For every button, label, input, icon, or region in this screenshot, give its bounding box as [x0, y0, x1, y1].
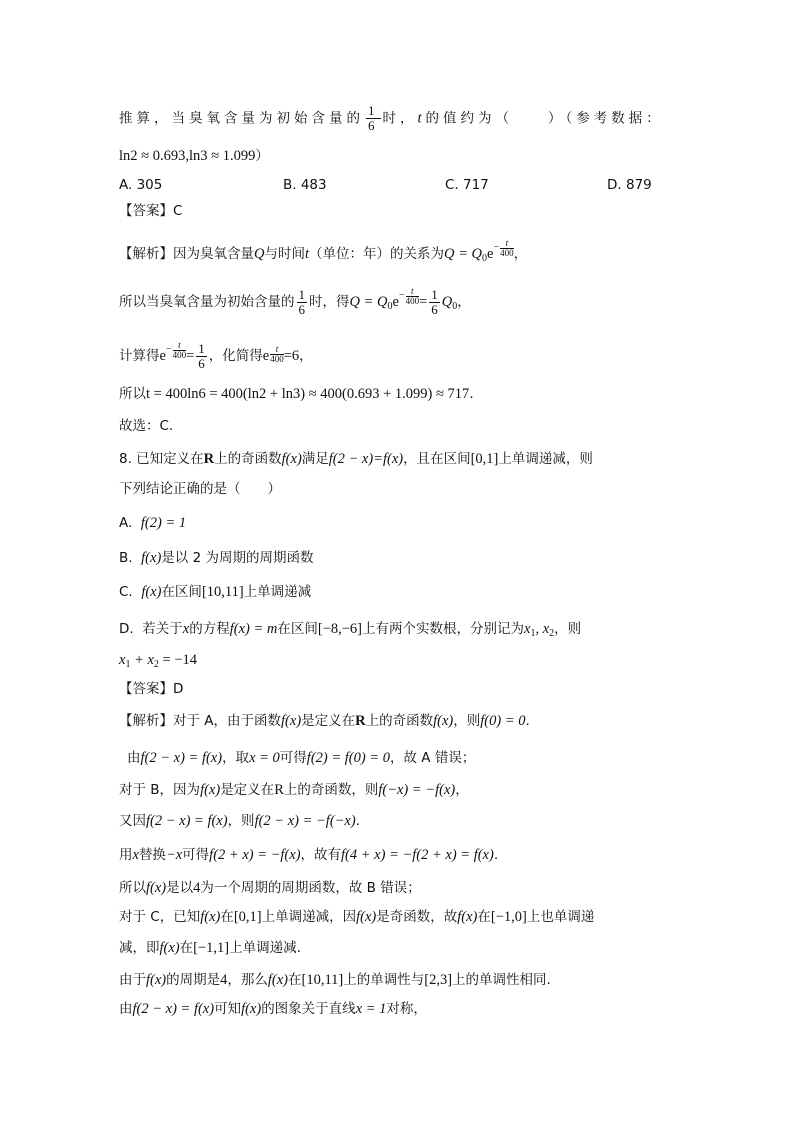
q7-ref-data: ln2 ≈ 0.693,ln3 ≈ 1.099: [119, 148, 256, 164]
b10-mid2: 的图象关于直线: [261, 1001, 356, 1017]
q8-stem-line2: 下列结论正确的是（ ）: [119, 481, 281, 497]
b4-text: 又因: [119, 813, 146, 829]
b3-mid: 是定义在: [220, 782, 275, 798]
q7-analysis-line3: [119, 340, 313, 371]
q8-l1-f1: f(x): [281, 451, 302, 467]
b6-four: 4: [193, 880, 201, 896]
option-int: [−8,−6]: [317, 621, 362, 637]
option-x: x: [182, 621, 190, 637]
exp-num: t: [275, 344, 279, 354]
b2-x0: x = 0: [249, 750, 280, 766]
b4-mid: ，则: [227, 813, 255, 829]
b7-f: f(x): [200, 909, 221, 925]
exp-den: 400: [172, 349, 187, 360]
option-int: [10,11]: [201, 584, 244, 600]
sum-sub2: 2: [153, 659, 159, 670]
b2-mid2: 可得: [279, 750, 307, 766]
q8-analysis-line3: [119, 780, 469, 800]
q7-a3-eq: =: [186, 348, 195, 364]
b9-int2: [2,3]: [424, 972, 453, 988]
q7-analysis-line5: 故选：C.: [119, 418, 174, 434]
option-text2: 的方程: [189, 621, 230, 637]
q8-option-a: [119, 513, 186, 533]
q7-a4-text: 所以: [119, 386, 146, 402]
b7-int2: [−1,0]: [490, 909, 527, 925]
option-root-x1: x: [524, 621, 531, 637]
q7-a1-mid: 与时间: [264, 246, 305, 262]
b9-f: f(x): [146, 972, 167, 988]
q7-analysis-line4: [119, 384, 474, 404]
frac-denominator: 6: [431, 301, 438, 317]
q8-analysis-line8: [119, 938, 301, 958]
b7-mid4: 在: [477, 909, 491, 925]
q8-option-c: [119, 582, 311, 602]
option-text2: 上单调递减: [243, 584, 312, 600]
q7-options: [119, 177, 679, 197]
b5-end: .: [493, 847, 499, 863]
b8-mid: 在: [179, 940, 194, 956]
q7-a2-sub0: 0: [387, 301, 393, 312]
b5-mid3: ，故有: [300, 847, 342, 863]
option-text3: 在区间: [277, 621, 318, 637]
b4-eq2: f(2 − x) = −f(−x): [254, 813, 356, 829]
q8-l1-f2: f(2 − x)=f(x): [328, 451, 404, 467]
b8-text: 减，即: [119, 940, 160, 956]
q7-a2-eq: =: [419, 294, 428, 310]
b7-f2: f(x): [356, 909, 377, 925]
q7-stem-text-b: 时，: [382, 110, 418, 127]
b5-text: 用: [119, 847, 133, 863]
sum-rest: = −14: [158, 652, 198, 668]
q8-analysis-line4: [119, 811, 360, 831]
q7-option-c: C. 717: [445, 177, 489, 193]
q7-analysis-line1: [119, 238, 527, 269]
b9-mid: 的周期是: [166, 972, 221, 988]
b4-eq1: f(2 − x) = f(x): [146, 813, 228, 829]
q8-option-b: [119, 548, 313, 568]
q7-a3-res: =6: [283, 348, 300, 364]
b5-eq1: f(2 + x) = −f(x): [209, 847, 301, 863]
q7-a2-rfraction: [429, 288, 440, 317]
b8-int: [−1,1]: [193, 940, 230, 956]
option-math: f(2) = 1: [140, 515, 187, 531]
exp-sign: −: [398, 290, 405, 301]
q7-a4-formula: t = 400ln6 = 400(ln2 + ln3) ≈ 400(0.693 + 1.099) ≈ 717: [146, 386, 470, 402]
q8-analysis-tag: 【解析】: [119, 713, 173, 729]
frac-denominator: 6: [368, 118, 379, 133]
b6-mid: 是以: [166, 880, 194, 896]
b1-mid3: ，则: [453, 713, 481, 729]
sum-x2: + x: [130, 652, 154, 668]
q7-a4-end: .: [469, 386, 474, 402]
b1-f: f(x): [281, 713, 302, 729]
sum-x1: x: [119, 652, 126, 668]
q7-stem-text-c: 的值约为（ ）（参考数据：: [425, 110, 664, 127]
q7-option-d: D. 879: [607, 177, 652, 193]
b7-int1: [0,1]: [233, 909, 262, 925]
q7-a3-exponent2: [269, 345, 284, 364]
sum-sub1: 1: [125, 659, 131, 670]
q7-a3-e: e: [159, 348, 166, 364]
b1-f0: f(0) = 0: [480, 713, 526, 729]
q8-l1-e: 上单调递减，则: [498, 451, 593, 467]
q8-analysis-line7: [119, 907, 594, 927]
b10-f: f(x): [241, 1001, 262, 1017]
b9-text: 由于: [119, 972, 146, 988]
b2-end: ，故 A 错误；: [390, 750, 476, 766]
frac-numerator: 1: [431, 286, 438, 302]
option-math: f(x): [141, 550, 162, 566]
q8-l1-c: 满足: [301, 451, 329, 467]
q7-a1-text: 因为臭氧含量: [173, 246, 254, 262]
q7-a2-mid: 时，得: [309, 294, 350, 310]
b9-end: 上的单调性相同.: [452, 972, 551, 988]
q7-option-a: A. 305: [119, 177, 163, 193]
q7-a3-text: 计算得: [119, 348, 160, 364]
exp-den: 400: [500, 247, 514, 258]
b5-x: x: [132, 847, 139, 863]
exp-num: t: [411, 285, 414, 296]
b7-end: 上也单调递: [526, 909, 595, 925]
frac-numerator: 1: [368, 103, 379, 118]
option-label: A.: [119, 515, 133, 531]
b8-f: f(x): [159, 940, 180, 956]
b1-f2: f(x): [433, 713, 454, 729]
q8-l1-a: 8. 已知定义在: [119, 451, 204, 467]
exp-den: 400: [405, 295, 420, 306]
option-text4: 上有两个实数根，分别记为: [362, 621, 524, 637]
option-label: B.: [119, 550, 133, 566]
q7-a2-sub0b: 0: [452, 301, 458, 312]
option-text1: 若关于: [142, 621, 183, 637]
b6-f: f(x): [146, 880, 167, 896]
b7-mid: 在: [220, 909, 234, 925]
q7-a2-text: 所以当臭氧含量为初始含量的: [119, 294, 295, 310]
b2-text: 由: [127, 750, 141, 766]
q7-a2-Q0: Q: [441, 294, 453, 310]
b5-mid2: 可得: [182, 847, 210, 863]
q7-a1-formula: Q = Q: [444, 246, 482, 262]
b9-mid2: ，那么: [227, 972, 268, 988]
b1-R: R: [355, 713, 366, 729]
q7-a3-exponent: [166, 340, 186, 360]
b3-eq: f(−x) = −f(x): [378, 782, 456, 798]
q7-a2-formula: Q = Q: [349, 294, 388, 310]
option-math: f(x) = m: [229, 621, 278, 637]
option-label: C.: [119, 584, 133, 600]
b2-eq: f(2 − x) = f(x): [140, 750, 223, 766]
q7-a2-e: e: [392, 294, 399, 310]
q7-a1-exponent: [493, 238, 513, 258]
b5-negx: −x: [165, 847, 183, 863]
q8-answer: 【答案】D: [119, 681, 184, 697]
q7-option-b: B. 483: [283, 177, 327, 193]
q7-ref-data-line: [119, 146, 269, 166]
b1-end: .: [525, 713, 530, 729]
q7-a2-exponent: [399, 286, 419, 306]
option-sub2: 2: [549, 628, 555, 639]
q7-a3-mid: ，化简得: [208, 348, 263, 364]
q8-analysis-line5: [119, 845, 498, 865]
b7-text: 对于 C，已知: [119, 909, 201, 925]
q8-option-d-line2: [119, 650, 197, 675]
frac-denominator: 6: [198, 355, 205, 371]
b10-x1: x = 1: [355, 1001, 387, 1017]
b3-f: f(x): [200, 782, 221, 798]
q8-analysis-line1: [119, 711, 530, 731]
frac-denominator: 6: [298, 301, 305, 317]
b1-mid2: 上的奇函数: [365, 713, 434, 729]
b3-mid2: 上的奇函数，则: [283, 782, 379, 798]
b10-eq: f(2 − x) = f(x): [132, 1001, 215, 1017]
q8-stem-line1: [119, 449, 593, 469]
b9-mid4: 上的单调性与: [343, 972, 425, 988]
frac-numerator: 1: [298, 286, 305, 302]
q8-l1-int: [0,1]: [470, 451, 499, 467]
option-text1: 在区间: [161, 584, 202, 600]
b5-eq2: f(4 + x) = −f(2 + x) = f(x): [341, 847, 494, 863]
option-text: 是以 2 为周期的周期函数: [161, 550, 314, 566]
q8-l1-b: 上的奇函数: [214, 451, 282, 467]
exp-sign: −: [493, 242, 500, 253]
b7-mid3: 是奇函数，故: [376, 909, 458, 925]
q8-l1-R: R: [203, 451, 215, 467]
b9-mid3: 在: [288, 972, 302, 988]
b9-four: 4: [220, 972, 228, 988]
q7-ref-close: ）: [255, 148, 269, 164]
q7-a1-Q: Q: [254, 246, 265, 262]
q7-answer: 【答案】C: [119, 203, 183, 219]
q7-analysis-tag: 【解析】: [119, 246, 173, 262]
q8-option-d-line1: [119, 619, 581, 644]
q7-stem-line1: [119, 104, 664, 133]
q7-var-t: t: [417, 110, 426, 127]
q8-l1-d: ，且在区间: [403, 451, 471, 467]
exp-num: t: [178, 339, 181, 350]
q7-a3-e2: e: [262, 348, 270, 364]
q7-a3-end: ，: [299, 348, 313, 364]
b2-mid: ，取: [222, 750, 250, 766]
b10-text: 由: [119, 1001, 133, 1017]
b9-f2: f(x): [267, 972, 288, 988]
b3-text: 对于 B，因为: [119, 782, 201, 798]
q8-analysis-line10: [119, 999, 427, 1019]
b6-text: 所以: [119, 880, 146, 896]
exp-sign: −: [165, 344, 172, 355]
q7-a1-end: ，: [513, 246, 528, 262]
b3-end: ，: [455, 782, 469, 798]
q7-analysis-line2: [119, 286, 471, 317]
b2-res: f(2) = f(0) = 0: [306, 750, 390, 766]
q7-stem-text-a: 推算，当臭氧含量为初始含量的: [119, 110, 364, 127]
option-label: D.: [119, 621, 134, 637]
exp-num: t: [505, 237, 509, 248]
q7-a3-fraction: [196, 342, 207, 371]
q7-a1-sub0: 0: [482, 253, 487, 264]
q7-a2-fraction: [297, 288, 308, 317]
frac-numerator: 1: [198, 340, 205, 356]
option-text5: ，则: [554, 621, 582, 637]
b9-int1: [10,11]: [301, 972, 344, 988]
b4-end: .: [355, 813, 360, 829]
b5-mid: 替换: [138, 847, 166, 863]
q7-a2-end: ，: [457, 294, 471, 310]
b7-mid2: 上单调递减，因: [261, 909, 357, 925]
b7-f3: f(x): [457, 909, 478, 925]
q7-fraction: [366, 104, 381, 133]
q7-a1-t: t: [304, 246, 310, 262]
b8-end: 上单调递减.: [229, 940, 301, 956]
q8-analysis-line2: [127, 748, 475, 768]
b3-R: R: [274, 782, 284, 798]
b10-mid: 可知: [214, 1001, 242, 1017]
q8-analysis-line6: [119, 878, 421, 898]
q7-a1-e: e: [487, 246, 494, 262]
q8-analysis-line9: [119, 970, 551, 990]
option-sub1: 1: [530, 628, 536, 639]
b1-text: 对于 A，由于函数: [173, 713, 282, 729]
option-math: f(x): [141, 584, 162, 600]
q7-a1-unit: （单位：年）的关系为: [309, 246, 445, 262]
exp-den: 400: [270, 354, 284, 364]
b6-end: 为一个周期的周期函数，故 B 错误；: [200, 880, 421, 896]
b10-end: 对称，: [386, 1001, 427, 1017]
option-root-x2: , x: [535, 621, 550, 637]
b1-mid: 是定义在: [301, 713, 356, 729]
